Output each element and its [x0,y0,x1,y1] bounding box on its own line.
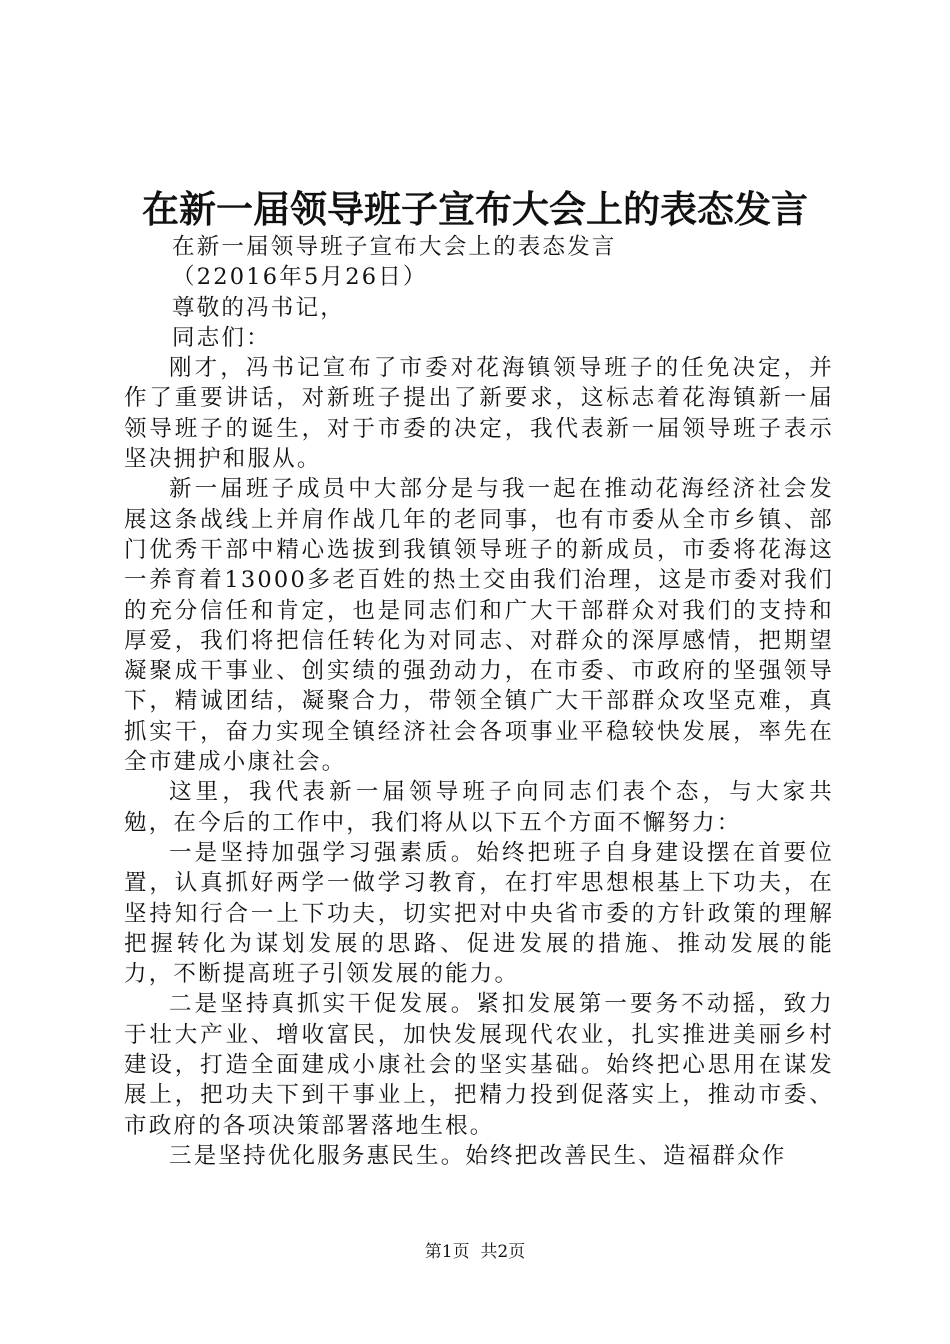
page-total: 共2页 [480,1242,526,1262]
salutation-line-1: 尊敬的冯书记， [172,294,345,321]
paragraph-5: 二是坚持真抓实干促发展。紧扣发展第一要务不动摇，致力于壮大产业、增收富民，加快发展现代农业，扎实推进美丽乡村建设，打造全面建成小康社会的坚实基础。始终把心思用在谋发展上，把功夫下到干事业上，把精力投到促落实上，推动市委、市政府的各项决策部署落地生根。 [124,991,834,1139]
document-title: 在新一届领导班子宣布大会上的表态发言 [142,187,808,231]
footer-spacer [470,1242,481,1262]
salutation-line-2: 同志们： [172,324,271,351]
paragraph-3: 这里，我代表新一届领导班子向同志们表个态，与大家共勉，在今后的工作中，我们将从以下五个方面不懈努力： [124,779,834,836]
paragraph-4: 一是坚持加强学习强素质。始终把班子自身建设摆在首要位置，认真抓好两学一做学习教育，在打牢思想根基上下功夫，在坚持知行合一上下功夫，切实把对中央省市委的方针政策的理解把握转化为谋划发展的思路、促进发展的措施、推动发展的能力，不断提高班子引领发展的能力。 [124,839,834,988]
document-subtitle: 在新一届领导班子宣布大会上的表态发言 [172,234,617,260]
paragraph-2: 新一届班子成员中大部分是与我一起在推动花海经济社会发展这条战线上并肩作战几年的老同事，也有市委从全市乡镇、部门优秀干部中精心选拔到我镇领导班子的新成员，市委将花海这一养育着13000多老百姓的热土交由我们治理，这是市委对我们的充分信任和肯定，也是同志们和广大干部群众对我们的支持和厚爱，我们将把信任转化为对同志、对群众的深厚感情，把期望凝聚成干事业、创实绩的强劲动力，在市委、市政府的坚强领导下，精诚团结，凝聚合力，带领全镇广大干部群众攻坚克难，真抓实干，奋力实现全镇经济社会各项事业平稳较快发展，率先在全市建成小康社会。 [124,476,834,776]
document-body [124,232,834,1171]
paragraph-6: 三是坚持优化服务惠民生。始终把改善民生、造福群众作 [169,1142,787,1169]
paragraph-1: 刚才，冯书记宣布了市委对花海镇领导班子的任免决定，并作了重要讲话，对新班子提出了新要求，这标志着花海镇新一届领导班子的诞生，对于市委的决定，我代表新一届领导班子表示坚决拥护和服从。 [124,355,834,473]
document-date: （22016年5月26日） [172,264,428,291]
page-number: 第1页 [424,1242,470,1262]
page-footer [0,1240,950,1264]
